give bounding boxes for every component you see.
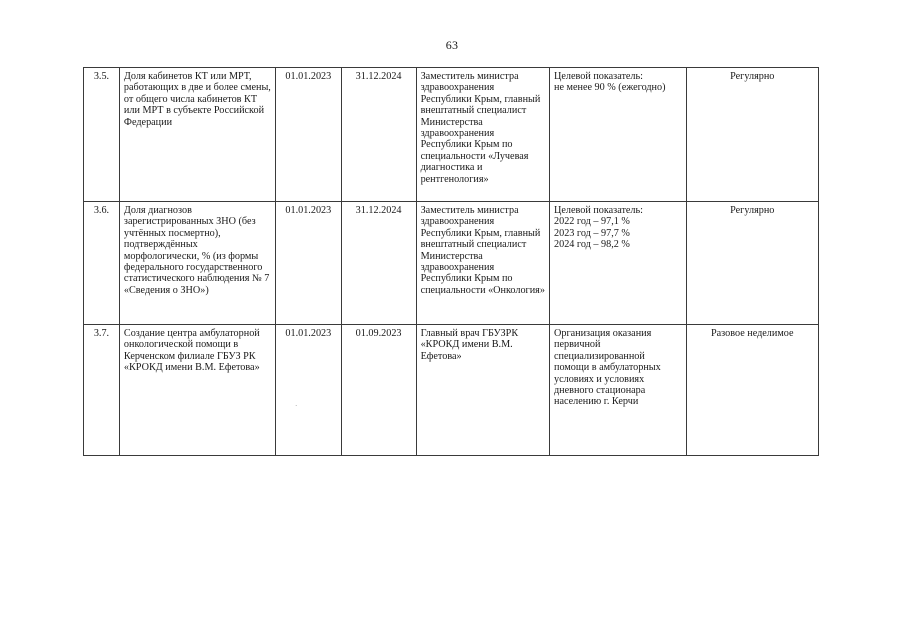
- measures-table: [83, 67, 819, 456]
- start-date: 01.01.2023: [275, 202, 341, 325]
- scan-speck: ·: [295, 402, 298, 410]
- indicator: [550, 202, 687, 325]
- indicator-line: Целевой показатель:: [554, 205, 643, 216]
- indicator-line: 2024 год – 98,2 %: [554, 239, 630, 251]
- frequency: Разовое неделимое: [686, 325, 818, 456]
- frequency: Регулярно: [686, 202, 818, 325]
- row-number: 3.6.: [84, 202, 120, 325]
- indicator: [550, 325, 687, 456]
- measure-name: Доля диагнозов зарегистрированных ЗНО (без учтённых посмертно), подтверждённых морфологически, % (из формы федерального государственного статистического наблюдения № 7 «Сведения о ЗНО»): [119, 202, 275, 325]
- end-date: 01.09.2023: [341, 325, 416, 456]
- table-row: [84, 202, 819, 325]
- measure-name: Доля кабинетов КТ или МРТ, работающих в две и более смены, от общего числа кабинетов КТ или МРТ в субъекте Российской Федерации: [119, 68, 275, 202]
- responsible-person: Заместитель министра здравоохранения Республики Крым, главный внештатный специалист Министерства здравоохранения Республики Крым по специальности «Онкология»: [416, 202, 549, 325]
- start-date: 01.01.2023: [275, 68, 341, 202]
- page-number: 63: [445, 38, 459, 52]
- start-date: 01.01.2023: [275, 325, 341, 456]
- table-row: [84, 325, 819, 456]
- indicator-line: 2022 год – 97,1 %: [554, 216, 630, 228]
- indicator-line: Организация оказания первичной специализированной помощи в амбулаторных условиях и условиях дневного стационара населению г. Керчи: [554, 328, 661, 408]
- table-row: [84, 68, 819, 202]
- end-date: 31.12.2024: [341, 68, 416, 202]
- row-number: 3.5.: [84, 68, 120, 202]
- frequency: Регулярно: [686, 68, 818, 202]
- indicator-line: 2023 год – 97,7 %: [554, 227, 630, 239]
- indicator: [550, 68, 687, 202]
- measure-name: Создание центра амбулаторной онкологической помощи в Керченском филиале ГБУЗ РК «КРОКД имени В.М. Ефетова»: [119, 325, 275, 456]
- end-date: 31.12.2024: [341, 202, 416, 325]
- row-number: 3.7.: [84, 325, 120, 456]
- indicator-line: Целевой показатель:: [554, 71, 643, 82]
- responsible-person: Главный врач ГБУЗРК «КРОКД имени В.М. Ефетова»: [416, 325, 549, 456]
- responsible-person: Заместитель министра здравоохранения Республики Крым, главный внештатный специалист Министерства здравоохранения Республики Крым по специальности «Лучевая диагностика и рентгенология»: [416, 68, 549, 202]
- indicator-line: не менее 90 % (ежегодно): [554, 82, 666, 94]
